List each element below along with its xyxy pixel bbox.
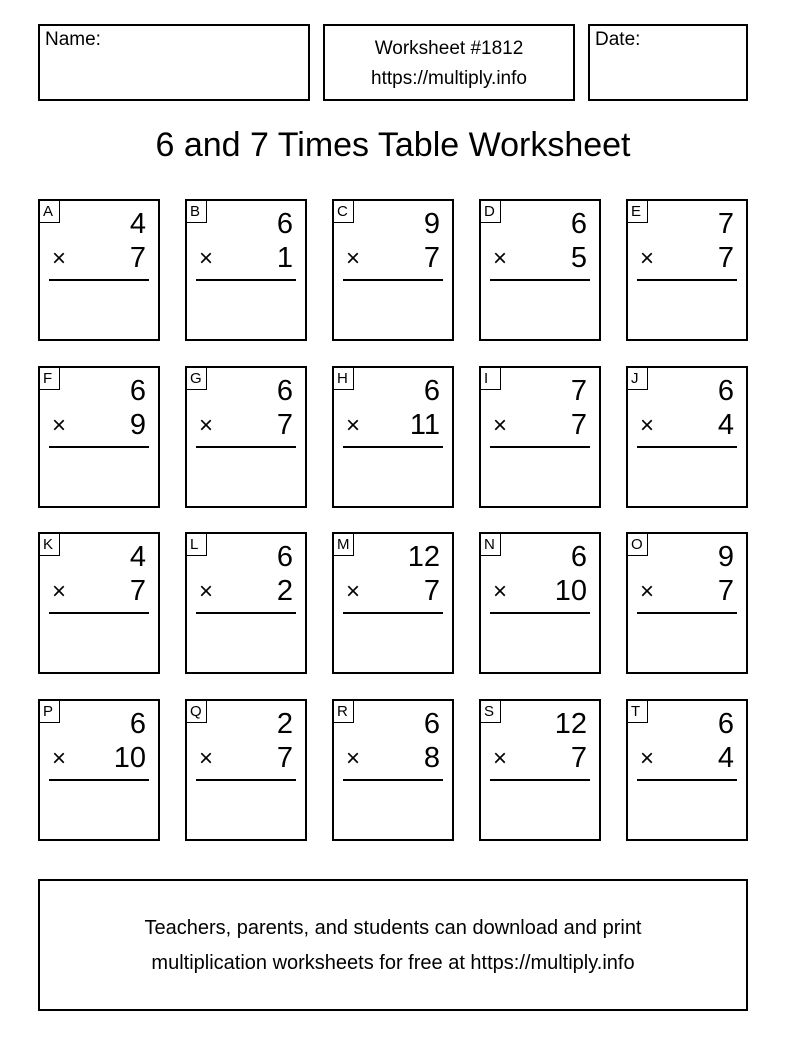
problem-card[interactable]	[185, 199, 307, 341]
answer-line	[49, 279, 149, 281]
problem-card[interactable]	[185, 532, 307, 674]
times-sign: ×	[199, 745, 214, 772]
multiplicand: 6	[276, 375, 293, 407]
times-sign: ×	[493, 578, 508, 605]
answer-line	[196, 446, 296, 448]
multiplicand: 6	[423, 375, 440, 407]
times-sign: ×	[52, 745, 67, 772]
multiplier: 7	[570, 742, 587, 774]
problem-card[interactable]	[185, 366, 307, 508]
multiplicand: 12	[554, 708, 587, 740]
problem-letter: S	[481, 701, 501, 723]
problem-card[interactable]	[626, 199, 748, 341]
problem-letter: P	[40, 701, 60, 723]
multiplicand: 6	[423, 708, 440, 740]
worksheet-info	[323, 24, 575, 101]
date-label: Date:	[595, 29, 641, 50]
multiplier: 7	[276, 409, 293, 441]
multiplier: 7	[276, 742, 293, 774]
problem-letter: D	[481, 201, 501, 223]
problem-letter: B	[187, 201, 207, 223]
problem-letter: Q	[187, 701, 207, 723]
times-sign: ×	[52, 245, 67, 272]
problem-card[interactable]	[332, 532, 454, 674]
times-sign: ×	[346, 578, 361, 605]
multiplier: 7	[717, 242, 734, 274]
times-sign: ×	[346, 745, 361, 772]
multiplicand: 9	[423, 208, 440, 240]
answer-line	[49, 446, 149, 448]
problem-letter: E	[628, 201, 648, 223]
times-sign: ×	[346, 245, 361, 272]
problem-letter: G	[187, 368, 207, 390]
name-field[interactable]	[38, 24, 310, 101]
multiplicand: 9	[717, 541, 734, 573]
multiplier: 7	[129, 575, 146, 607]
problem-card[interactable]	[38, 366, 160, 508]
multiplier: 7	[570, 409, 587, 441]
footer-note	[38, 879, 748, 1011]
answer-line	[343, 779, 443, 781]
multiplicand: 6	[129, 375, 146, 407]
multiplier: 5	[570, 242, 587, 274]
multiplicand: 6	[570, 208, 587, 240]
problem-letter: N	[481, 534, 501, 556]
multiplier: 7	[423, 242, 440, 274]
answer-line	[196, 779, 296, 781]
multiplicand: 6	[717, 708, 734, 740]
problem-card[interactable]	[479, 532, 601, 674]
answer-line	[196, 612, 296, 614]
times-sign: ×	[640, 245, 655, 272]
answer-line	[490, 446, 590, 448]
multiplicand: 7	[570, 375, 587, 407]
times-sign: ×	[493, 412, 508, 439]
multiplicand: 6	[276, 208, 293, 240]
multiplier: 10	[113, 742, 146, 774]
answer-line	[637, 279, 737, 281]
problem-card[interactable]	[479, 199, 601, 341]
times-sign: ×	[199, 245, 214, 272]
date-field[interactable]	[588, 24, 748, 101]
times-sign: ×	[640, 412, 655, 439]
multiplier: 8	[423, 742, 440, 774]
multiplier: 7	[717, 575, 734, 607]
problem-card[interactable]	[332, 699, 454, 841]
multiplicand: 2	[276, 708, 293, 740]
problem-card[interactable]	[626, 532, 748, 674]
answer-line	[490, 279, 590, 281]
multiplicand: 6	[717, 375, 734, 407]
answer-line	[490, 612, 590, 614]
answer-line	[343, 446, 443, 448]
answer-line	[343, 612, 443, 614]
problem-letter: A	[40, 201, 60, 223]
answer-line	[49, 612, 149, 614]
multiplier: 7	[129, 242, 146, 274]
answer-line	[343, 279, 443, 281]
times-sign: ×	[52, 578, 67, 605]
problem-letter: F	[40, 368, 60, 390]
multiplicand: 6	[276, 541, 293, 573]
times-sign: ×	[199, 412, 214, 439]
problem-card[interactable]	[38, 699, 160, 841]
multiplier: 11	[409, 409, 440, 441]
footer-line-1: Teachers, parents, and students can download and print	[144, 917, 642, 939]
problem-card[interactable]	[626, 699, 748, 841]
problem-letter: I	[481, 368, 501, 390]
multiplicand: 4	[129, 208, 146, 240]
multiplicand: 4	[129, 541, 146, 573]
problem-card[interactable]	[38, 199, 160, 341]
answer-line	[637, 779, 737, 781]
name-label: Name:	[45, 29, 101, 50]
times-sign: ×	[493, 245, 508, 272]
problem-letter: M	[334, 534, 354, 556]
multiplier: 4	[717, 742, 734, 774]
problem-letter: L	[187, 534, 207, 556]
problem-letter: O	[628, 534, 648, 556]
page-title: 6 and 7 Times Table Worksheet	[155, 126, 631, 164]
problem-card[interactable]	[332, 199, 454, 341]
answer-line	[490, 779, 590, 781]
multiplicand: 12	[407, 541, 440, 573]
times-sign: ×	[52, 412, 67, 439]
multiplier: 7	[423, 575, 440, 607]
multiplicand: 6	[129, 708, 146, 740]
worksheet-url: https://multiply.info	[371, 68, 527, 89]
times-sign: ×	[640, 745, 655, 772]
worksheet-number: Worksheet #1812	[374, 38, 524, 59]
problem-letter: K	[40, 534, 60, 556]
problem-letter: H	[334, 368, 354, 390]
problem-card[interactable]	[185, 699, 307, 841]
answer-line	[637, 446, 737, 448]
times-sign: ×	[346, 412, 361, 439]
multiplier: 9	[129, 409, 146, 441]
problem-card[interactable]	[626, 366, 748, 508]
problem-letter: T	[628, 701, 648, 723]
multiplier: 4	[717, 409, 734, 441]
answer-line	[49, 779, 149, 781]
problem-card[interactable]	[479, 699, 601, 841]
footer-line-2: multiplication worksheets for free at https://multiply.info	[151, 952, 635, 974]
answer-line	[196, 279, 296, 281]
multiplicand: 6	[570, 541, 587, 573]
multiplier: 1	[276, 242, 293, 274]
answer-line	[637, 612, 737, 614]
times-sign: ×	[199, 578, 214, 605]
problem-letter: R	[334, 701, 354, 723]
multiplier: 10	[554, 575, 587, 607]
problem-card[interactable]	[332, 366, 454, 508]
problem-card[interactable]	[38, 532, 160, 674]
problem-card[interactable]	[479, 366, 601, 508]
multiplicand: 7	[717, 208, 734, 240]
multiplier: 2	[276, 575, 293, 607]
times-sign: ×	[493, 745, 508, 772]
times-sign: ×	[640, 578, 655, 605]
problem-letter: C	[334, 201, 354, 223]
problem-letter: J	[628, 368, 648, 390]
